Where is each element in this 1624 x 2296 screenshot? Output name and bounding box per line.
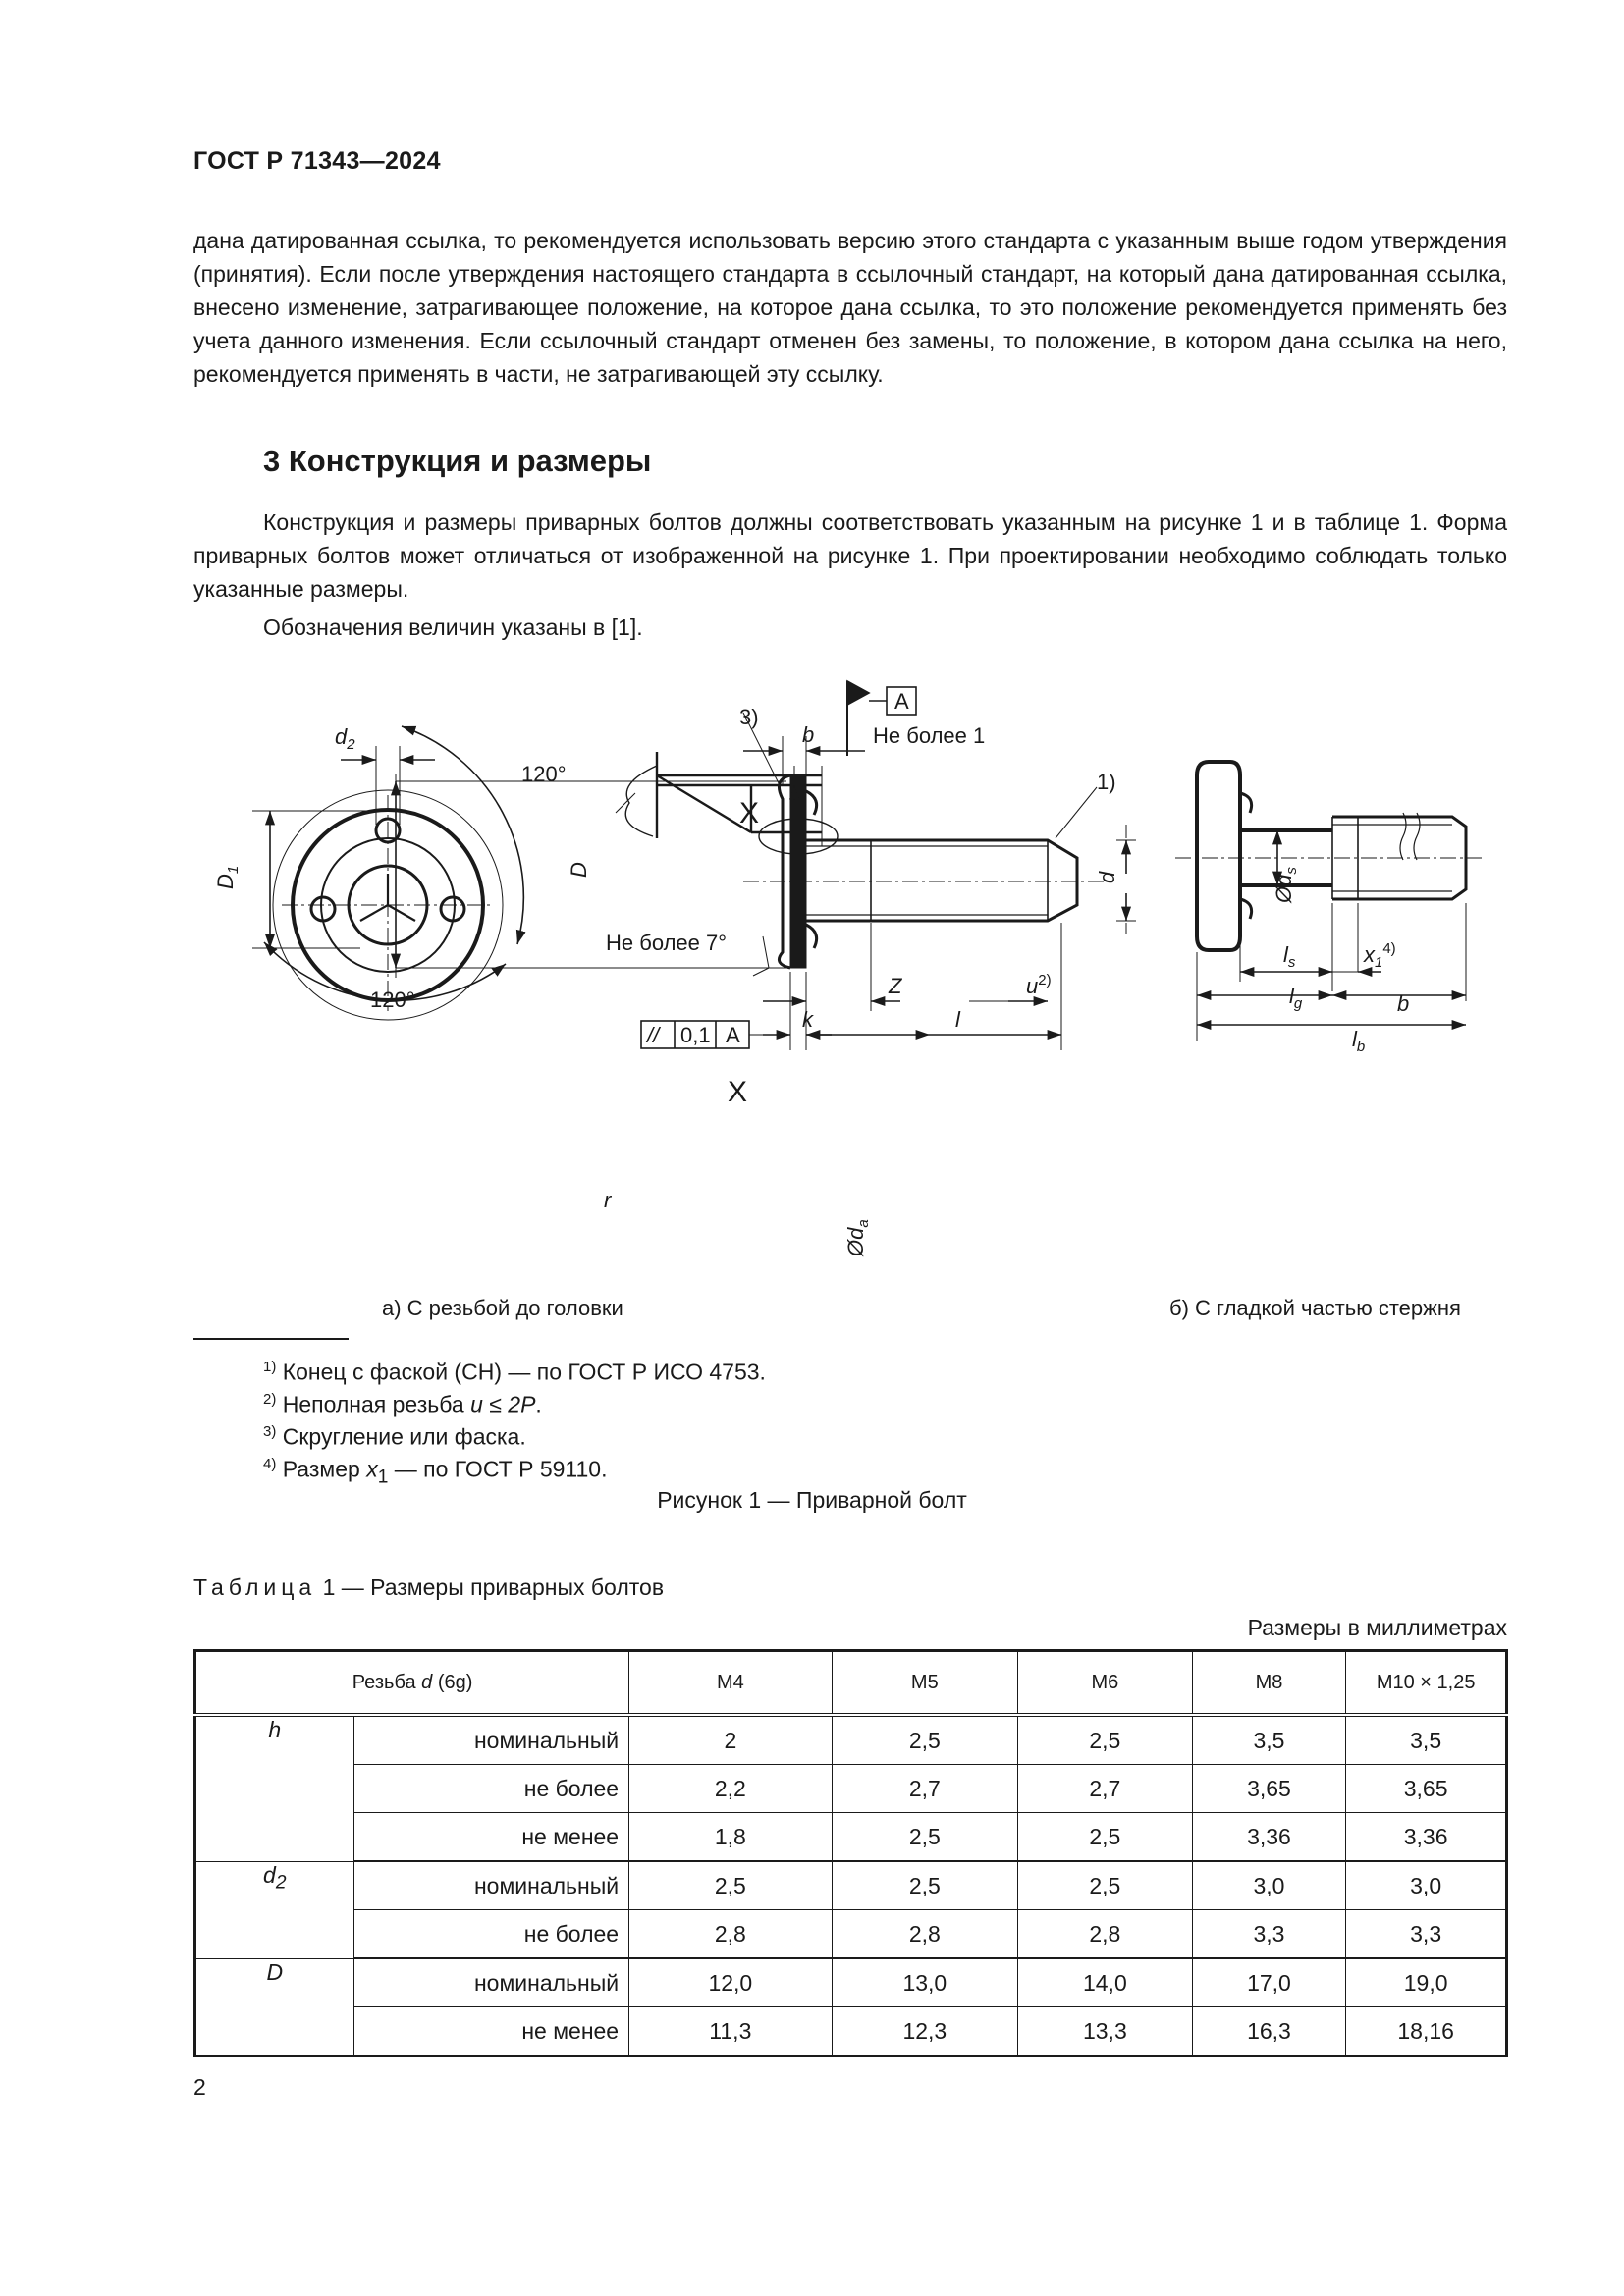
- table-cell: 2,5: [1018, 1715, 1193, 1765]
- table-cell: 17,0: [1192, 1958, 1346, 2007]
- footnote-separator: [193, 1338, 349, 1340]
- label-x-detail: X: [728, 1076, 748, 1108]
- label-datum-a: A: [894, 689, 909, 714]
- symbol-cell: $d_2$: [195, 1861, 354, 1958]
- dimensions-table: [193, 1649, 1508, 2057]
- row-label: не менее: [353, 2007, 629, 2056]
- table-cell: 12,0: [629, 1958, 832, 2007]
- table-cell: 3,3: [1192, 1910, 1346, 1959]
- header-col: M5: [832, 1651, 1018, 1716]
- label-u: $u^{2)}$: [1026, 972, 1052, 998]
- page-number: 2: [193, 2074, 206, 2100]
- label-D: D: [567, 862, 591, 878]
- table-cell: 2,5: [629, 1861, 832, 1910]
- table-cell: 13,3: [1018, 2007, 1193, 2056]
- figure-caption: Рисунок 1 — Приварной болт: [657, 1487, 967, 1513]
- label-k: k: [802, 1007, 813, 1032]
- table-cell: 2,7: [832, 1765, 1018, 1813]
- table-cell: 14,0: [1018, 1958, 1193, 2007]
- subcaption-a: а) С резьбой до головки: [382, 1296, 623, 1320]
- label-r: r: [604, 1188, 612, 1212]
- label-d: d: [1095, 871, 1119, 883]
- table-row: [195, 1813, 1507, 1862]
- figure-1-welded-bolt: [193, 677, 1509, 1325]
- label-note3: 3): [739, 705, 759, 729]
- table-cell: 18,16: [1346, 2007, 1507, 2056]
- footnote-1: $^{1)}$ Конец с фаской (CH) — по ГОСТ Р ИСО 4753.: [263, 1359, 766, 1385]
- table-cell: 2,5: [832, 1715, 1018, 1765]
- header-col: M8: [1192, 1651, 1346, 1716]
- table-row: [195, 1910, 1507, 1959]
- label-x-view: X: [739, 797, 760, 829]
- label-ds: $Ød_s$: [1272, 867, 1300, 903]
- section-title: 3 Конструкция и размеры: [263, 444, 652, 478]
- table-cell: 16,3: [1192, 2007, 1346, 2056]
- table-units: Размеры в миллиметрах: [1247, 1615, 1507, 1640]
- label-120-bottom: 120°: [370, 988, 415, 1012]
- table-cell: 3,36: [1192, 1813, 1346, 1862]
- header-col: M4: [629, 1651, 832, 1716]
- label-parallel-symbol: //: [647, 1023, 660, 1047]
- label-lb: $l_b$: [1352, 1027, 1366, 1055]
- table-cell: 3,65: [1192, 1765, 1346, 1813]
- table-cell: 11,3: [629, 2007, 832, 2056]
- row-label: номинальный: [353, 1958, 629, 2007]
- table-row: [195, 1715, 1507, 1765]
- table-cell: 3,0: [1346, 1861, 1507, 1910]
- symbol-cell: D: [195, 1958, 354, 2056]
- footnote-4: $^{4)}$ Размер $x_1$ — по ГОСТ Р 59110.: [263, 1456, 608, 1488]
- table-cell: 3,5: [1346, 1715, 1507, 1765]
- group-h: [195, 1715, 1507, 1861]
- table-cell: 2,8: [1018, 1910, 1193, 1959]
- section-paragraph-notation: Обозначения величин указаны в [1].: [263, 614, 643, 640]
- table-cell: 2,5: [1018, 1813, 1193, 1862]
- bolt-smooth-shank-view: [1175, 762, 1482, 1041]
- row-label: номинальный: [353, 1861, 629, 1910]
- table-title: Таблица 1 — Размеры приварных болтов: [193, 1575, 665, 1600]
- table-cell: 2,5: [832, 1861, 1018, 1910]
- row-label: не менее: [353, 1813, 629, 1862]
- group-D: [195, 1958, 1507, 2056]
- label-l: l: [955, 1007, 960, 1032]
- table-cell: 2: [629, 1715, 832, 1765]
- label-ls: $l_s$: [1283, 942, 1296, 971]
- document-code: ГОСТ Р 71343—2024: [193, 147, 441, 175]
- label-D1: $D_1$: [213, 865, 242, 889]
- table-cell: 3,36: [1346, 1813, 1507, 1862]
- header-thread: Резьба d (6g): [195, 1651, 629, 1716]
- table-cell: 2,8: [629, 1910, 832, 1959]
- table-cell: 2,7: [1018, 1765, 1193, 1813]
- header-col: M6: [1018, 1651, 1193, 1716]
- table-cell: 2,2: [629, 1765, 832, 1813]
- label-max-7: Не более 7°: [606, 931, 728, 955]
- label-b-right: b: [1397, 991, 1410, 1016]
- symbol-cell: h: [195, 1715, 354, 1861]
- table-cell: 2,8: [832, 1910, 1018, 1959]
- table-cell: 2,5: [832, 1813, 1018, 1862]
- section-paragraph: Конструкция и размеры приварных болтов должны соответствовать указанным на рисунке 1 и в таблице 1. Форма приварных болтов может отличаться от изображенной на рисунке 1. При проектировании необходимо соблюдать только указанные размеры.: [193, 509, 1507, 602]
- label-parallel-value: 0,1: [680, 1023, 711, 1047]
- header-col: M10 × 1,25: [1346, 1651, 1507, 1716]
- table-cell: 19,0: [1346, 1958, 1507, 2007]
- row-label: не более: [353, 1765, 629, 1813]
- row-label: номинальный: [353, 1715, 629, 1765]
- table-cell: 3,0: [1192, 1861, 1346, 1910]
- bolt-side-view: [396, 681, 1136, 1050]
- table-header-row: [195, 1651, 1507, 1716]
- subcaption-b: б) С гладкой частью стержня: [1169, 1296, 1461, 1320]
- label-lg: $l_g$: [1289, 984, 1303, 1012]
- table-cell: 2,5: [1018, 1861, 1193, 1910]
- table-row: [195, 1958, 1507, 2007]
- table-cell: 1,8: [629, 1813, 832, 1862]
- table-cell: 3,5: [1192, 1715, 1346, 1765]
- table-row: [195, 1765, 1507, 1813]
- label-120-top: 120°: [521, 762, 567, 786]
- intro-paragraph: дана датированная ссылка, то рекомендуется использовать версию этого стандарта с указанным выше годом утверждения (принятия). Если после утверждения настоящего стандарта в ссылочный стандарт, на который дана датированная ссылка, внесено изменение, затрагивающее положение, на которое дана ссылка, то это положение рекомендуется применять без учета данного изменения. Если ссылочный стандарт отменен без замены, то положение, в котором дана ссылка на него, рекомендуется применять в части, не затрагивающей эту ссылку.: [193, 228, 1507, 387]
- table-row: [195, 2007, 1507, 2056]
- table-cell: 3,65: [1346, 1765, 1507, 1813]
- table-cell: 13,0: [832, 1958, 1018, 2007]
- label-note1: 1): [1097, 770, 1116, 794]
- label-b-top: b: [802, 722, 815, 747]
- table-cell: 12,3: [832, 2007, 1018, 2056]
- bolt-top-view: [252, 726, 523, 1020]
- label-z: Z: [889, 974, 902, 998]
- label-da: $Ød_a$: [843, 1219, 872, 1256]
- footnote-3: $^{3)}$ Скругление или фаска.: [263, 1423, 526, 1450]
- table-cell: 3,3: [1346, 1910, 1507, 1959]
- group-d2: [195, 1861, 1507, 1958]
- table-row: [195, 1861, 1507, 1910]
- row-label: не более: [353, 1910, 629, 1959]
- label-parallel-datum: A: [726, 1023, 740, 1047]
- label-max-1: Не более 1: [873, 723, 986, 748]
- footnote-2: $^{2)}$ Неполная резьба u ≤ 2P.: [263, 1391, 542, 1417]
- label-x1: $x_1^{4)}$: [1364, 940, 1396, 971]
- label-d2: $d_2$: [335, 724, 355, 753]
